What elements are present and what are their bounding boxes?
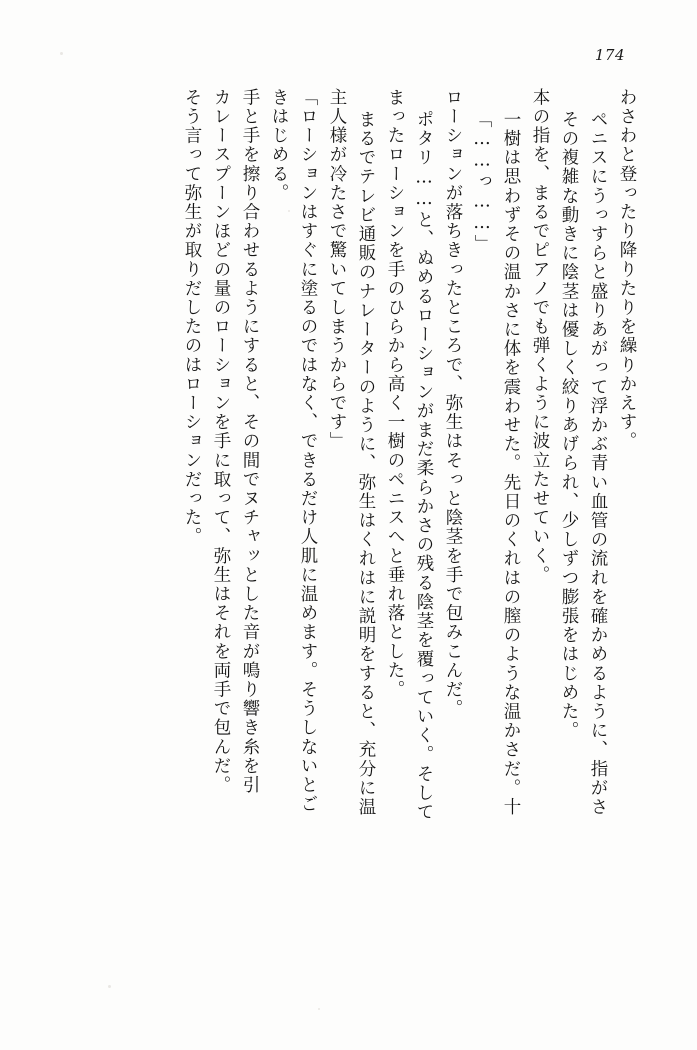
body-text: [56, 88, 635, 993]
text-column: 一樹は思わずその温かさに体を震わせた。先日のくれはの膣のような温かさだ。十: [501, 110, 521, 817]
paper-speck: [60, 52, 63, 55]
text-column: 本の指を、まるでピアノでも弾くように波立たせていく。: [530, 88, 550, 585]
text-column: まったローションを手のひらから高く一樹のペニスへと垂れ落とした。: [385, 88, 405, 700]
text-column: まるでテレビ通販のナレーターのように、弥生はくれはに説明をすると、充分に温: [356, 110, 376, 817]
text-column: カレースプーンほどの量のローションを手に取って、弥生はそれを両手で包んだ。: [211, 88, 231, 795]
text-column: そう言って弥生が取りだしたのはローションだった。: [182, 88, 202, 547]
text-column: ポタリ……と、ぬめるローションがまだ柔らかさの残る陰茎を覆っていく。そして: [414, 110, 434, 822]
paper-speck: [318, 1008, 320, 1010]
text-column: ペニスにうっすらと盛りあがって浮かぶ青い血管の流れを確かめるように、指がさ: [588, 110, 608, 817]
text-column: わさわと登ったり降りたりを繰りかえす。: [617, 88, 637, 451]
text-column: ローションが落ちきったところで、弥生はそっと陰茎を手で包みこんだ。: [443, 88, 463, 719]
text-column: 主人様が冷たさで驚いてしまうからです」: [327, 88, 347, 451]
text-column: 「……っ……」: [472, 110, 492, 254]
text-column: 手と手を擦り合わせるようにすると、その間でヌチャッとした音が鳴り響き糸を引: [240, 88, 260, 795]
text-column: その複雑な動きに陰茎は優しく絞りあげられ、少しずつ膨張をはじめた。: [559, 110, 579, 741]
page-number: 174: [594, 46, 625, 64]
text-column: 「ローションはすぐに塗るのではなく、できるだけ人肌に温めます。そうしないとご: [298, 88, 318, 814]
text-column: きはじめる。: [269, 88, 289, 203]
